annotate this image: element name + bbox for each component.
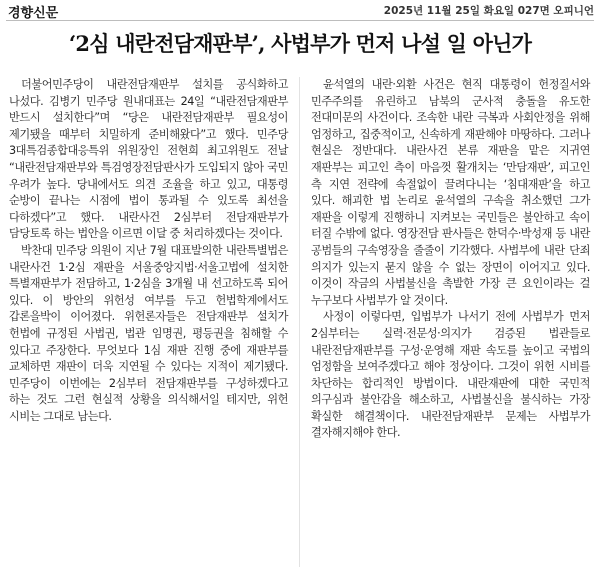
article-paragraph: 더불어민주당이 내란전담재판부 설치를 공식화하고 나섰다. 김병기 민주당 원내대표는 24일 “내란전담재판부 반드시 설치한다”며 “당은 내란전담재판부 필요성이 제기됐을 때부터 치밀하게 준비해왔다”고 했다. 민주당 3대특검종합대응특위 위원장인 전현희 최고위원도 전날 “내란전담재판부와 특검영장전담판사가 도입되지 않아 국민 우려가 높다. 당내에서도 의견 조율을 하고 있고, 대통령 순방이 끝나는 시점에 법이 통과될 수 있도록 최선을 다하겠다”고 했다. 내란사건 2심부터 전담재판부가 담당토록 하는 법안을 이르면 이달 중 처리하겠다는 것이다. (9, 78, 288, 241)
article-headline: ‘2심 내란전담재판부’, 사법부가 먼저 나설 일 아닌가 (68, 31, 532, 56)
article-column-left (9, 77, 288, 425)
masthead (6, 0, 594, 21)
article-paragraph: 윤석열의 내란·외환 사건은 현직 대통령이 헌정질서와 민주주의를 유린하고 남북의 군사적 충돌을 유도한 전대미문의 사건이다. 조속한 내란 극복과 사회안정을 위해 엄정하고, 집중적이고, 신속하게 재판해야 마땅하다. 그러나 현실은 정반대다. 내란사건 본류 재판을 맡은 지귀연 재판부는 피고인 측이 마음껏 활개치는 ‘만담재판’, 피고인 측 지연 전략에 속절없이 끌려다니는 ‘침대재판’을 하고 있다. 해괴한 법 논리로 윤석열의 구속을 취소했던 그가 재판을 이렇게 진행하니 지켜보는 국민들은 불안하고 속이 터질 수밖에 없다. 영장전담 판사들은 한덕수·박성재 등 내란 공범들의 구속영장을 줄줄이 기각했다. 사법부에 내란 단죄 의지가 있는지 묻지 않을 수 없는 장면이 이어지고 있다. 이것이 작금의 사법불신을 촉발한 가장 큰 요인이라는 걸 누구보다 사법부가 알 것이다. (311, 78, 590, 307)
issue-line: 2025년 11월 25일 화요일 027면 오피니언 (383, 5, 594, 17)
article-paragraph: 박찬대 민주당 의원이 지난 7월 대표발의한 내란특별법은 내란사건 1·2심 재판을 서울중앙지법·서울고법에 설치한 특별재판부가 전담하고, 1·2심을 3개월 내 선고하도록 되어 있다. 이 방안의 위헌성 여부를 두고 헌법학계에서도 갑론을박이 이어졌다. 위헌론자들은 전담재판부 설치가 헌법에 규정된 사법권, 법관 임명권, 평등권을 침해할 수 있다고 주장한다. 무엇보다 1심 재판 진행 중에 재판부를 교체하면 재판이 더욱 지연될 수 있다는 지적이 제기됐다. 민주당이 이번에는 2심부터 전담재판부를 구성하겠다고 하는 것도 그런 현실적 상황을 의식해서일 테지만, 위헌 시비는 그대로 남는다. (9, 243, 288, 423)
article-paragraph: 사정이 이렇다면, 입법부가 나서기 전에 사법부가 먼저 2심부터는 실력·전문성·의지가 검증된 법관들로 내란전담재판부를 구성·운영해 재판 속도를 높이고 국법의 엄정함을 보여주겠다고 해야 정상이다. 그것이 위헌 시비를 차단하는 합리적인 방법이다. 내란재판에 대한 국민적 의구심과 불안감을 해소하고, 사법불신을 불식하는 가장 확실한 해결책이다. 내란전담재판부 문제는 사법부가 결자해지해야 한다. (311, 310, 590, 440)
paper-name: 경향신문 (8, 6, 59, 21)
article-column-right (311, 77, 590, 442)
column-divider (299, 77, 300, 567)
